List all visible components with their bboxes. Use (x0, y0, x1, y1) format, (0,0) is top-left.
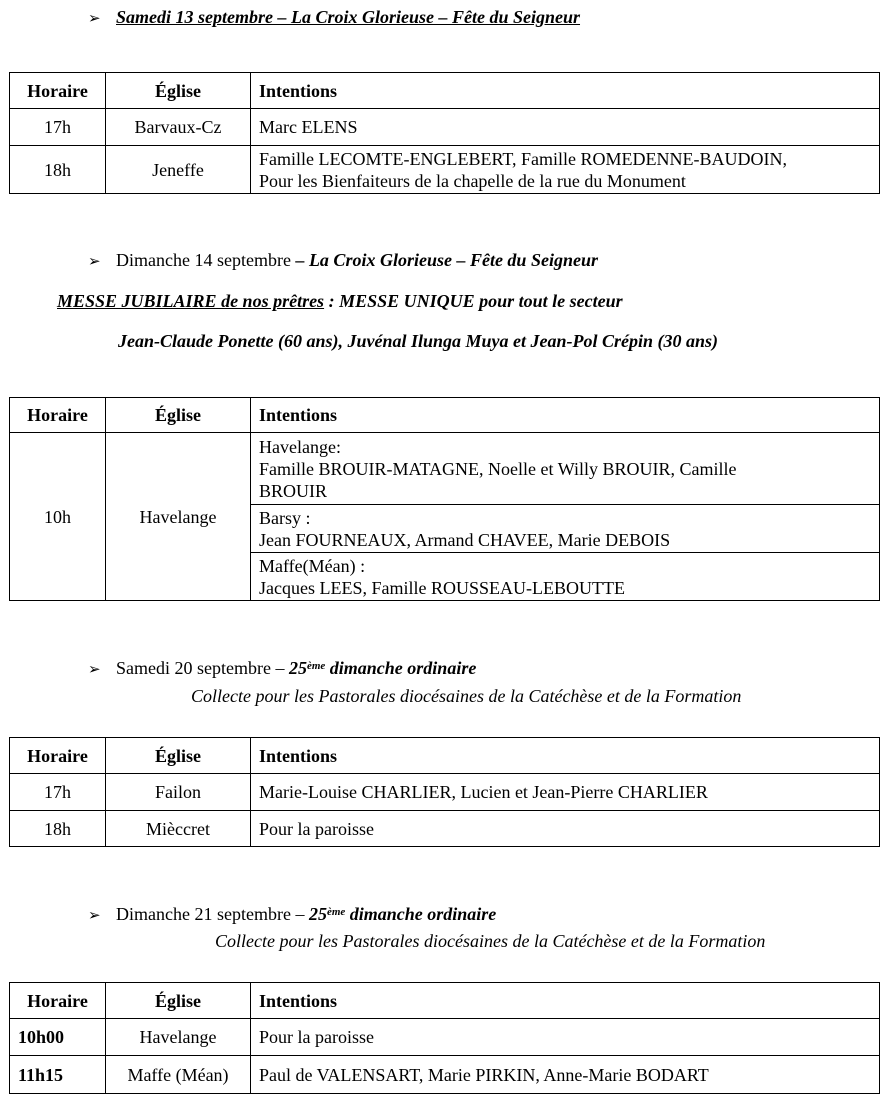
section3-heading (88, 657, 476, 681)
table-row (10, 811, 880, 847)
row-church: Mièccret (106, 811, 251, 847)
ordinal-number: 25 (308, 904, 327, 924)
jubilee-rest: : MESSE UNIQUE pour tout le secteur (324, 291, 623, 311)
ordinal-suffix: ème (326, 906, 346, 918)
header-intentions: Intentions (251, 73, 880, 109)
header-horaire: Horaire (10, 398, 106, 433)
section4-title (309, 904, 496, 924)
title-text: dimanche ordinaire (345, 904, 497, 924)
header-intentions: Intentions (251, 398, 880, 433)
row-church: Havelange (106, 1019, 251, 1056)
table-header-row (10, 738, 880, 774)
intention-place: Maffe(Méan) : (259, 555, 366, 576)
table-row (10, 1019, 880, 1056)
row-time: 10h00 (10, 1019, 106, 1056)
row-church: Maffe (Méan) (106, 1056, 251, 1094)
table-header-row (10, 398, 880, 433)
table-row (10, 146, 880, 194)
section2-title: – La Croix Glorieuse – Fête du Seigneur (295, 250, 598, 270)
ordinal-suffix: ème (306, 660, 326, 672)
table-header-row (10, 73, 880, 109)
section4-dash: – (290, 904, 309, 924)
table-row (10, 1056, 880, 1094)
header-horaire: Horaire (10, 983, 106, 1019)
row-church: Jeneffe (106, 146, 251, 194)
schedule-table-1 (9, 72, 880, 194)
section2-date: Dimanche 14 septembre (116, 250, 291, 270)
section4-collecte: Collecte pour les Pastorales diocésaines de la Catéchèse et de la Formation (215, 931, 766, 951)
row-church: Failon (106, 774, 251, 811)
row-time: 17h (10, 109, 106, 146)
row-time: 17h (10, 774, 106, 811)
section3-dash: – (270, 658, 289, 678)
row-time: 10h (10, 433, 106, 601)
schedule-table-4 (9, 982, 880, 1094)
section3-title (289, 658, 476, 678)
row-intentions (251, 146, 880, 194)
row-church: Havelange (106, 433, 251, 601)
section4-heading (88, 903, 496, 927)
intention-line: Famille LECOMTE-ENGLEBERT, Famille ROMEDENNE-BAUDOIN, (259, 148, 788, 169)
section3-collecte: Collecte pour les Pastorales diocésaines de la Catéchèse et de la Formation (191, 686, 742, 706)
row-intentions: Pour la paroisse (251, 811, 880, 847)
table-row (10, 433, 880, 505)
intention-place: Havelange: (259, 436, 341, 457)
arrow-bullet-icon: ➢ (88, 908, 101, 924)
table-header-row (10, 983, 880, 1019)
row-time: 18h (10, 146, 106, 194)
header-eglise: Église (106, 398, 251, 433)
row-intentions: Marc ELENS (251, 109, 880, 146)
intention-line: Pour les Bienfaiteurs de la chapelle de la rue du Monument (259, 170, 686, 191)
row-church: Barvaux-Cz (106, 109, 251, 146)
intention-group (251, 553, 880, 601)
header-intentions: Intentions (251, 983, 880, 1019)
header-eglise: Église (106, 983, 251, 1019)
ordinal-number: 25 (288, 658, 307, 678)
schedule-table-2 (9, 397, 880, 601)
jubilee-title: MESSE JUBILAIRE de nos prêtres (57, 291, 325, 311)
intention-line: BROUIR (259, 480, 328, 501)
section1-heading (88, 6, 580, 30)
title-text: dimanche ordinaire (325, 658, 477, 678)
table-row (10, 109, 880, 146)
priests-line: Jean-Claude Ponette (60 ans), Juvénal Ilunga Muya et Jean-Pol Crépin (30 ans) (118, 331, 719, 351)
arrow-bullet-icon: ➢ (88, 254, 101, 270)
section1-title: Samedi 13 septembre – La Croix Glorieuse – Fête du Seigneur (116, 7, 581, 27)
intention-place: Barsy : (259, 507, 311, 528)
row-intentions: Marie-Louise CHARLIER, Lucien et Jean-Pierre CHARLIER (251, 774, 880, 811)
table-row (10, 774, 880, 811)
section2-heading (88, 249, 598, 273)
header-eglise: Église (106, 73, 251, 109)
row-time: 18h (10, 811, 106, 847)
header-horaire: Horaire (10, 738, 106, 774)
header-horaire: Horaire (10, 73, 106, 109)
arrow-bullet-icon: ➢ (88, 662, 101, 678)
row-time: 11h15 (10, 1056, 106, 1094)
intention-group (251, 433, 880, 505)
header-eglise: Église (106, 738, 251, 774)
intention-group (251, 505, 880, 553)
intention-line: Jean FOURNEAUX, Armand CHAVEE, Marie DEBOIS (259, 529, 671, 550)
intention-line: Jacques LEES, Famille ROUSSEAU-LEBOUTTE (259, 577, 625, 598)
jubilee-line (57, 290, 623, 312)
row-intentions: Pour la paroisse (251, 1019, 880, 1056)
intention-line: Famille BROUIR-MATAGNE, Noelle et Willy BROUIR, Camille (259, 458, 737, 479)
arrow-bullet-icon: ➢ (88, 11, 101, 27)
row-intentions: Paul de VALENSART, Marie PIRKIN, Anne-Marie BODART (251, 1056, 880, 1094)
section3-date: Samedi 20 septembre (116, 658, 271, 678)
section4-date: Dimanche 21 septembre (116, 904, 291, 924)
header-intentions: Intentions (251, 738, 880, 774)
schedule-table-3 (9, 737, 880, 847)
